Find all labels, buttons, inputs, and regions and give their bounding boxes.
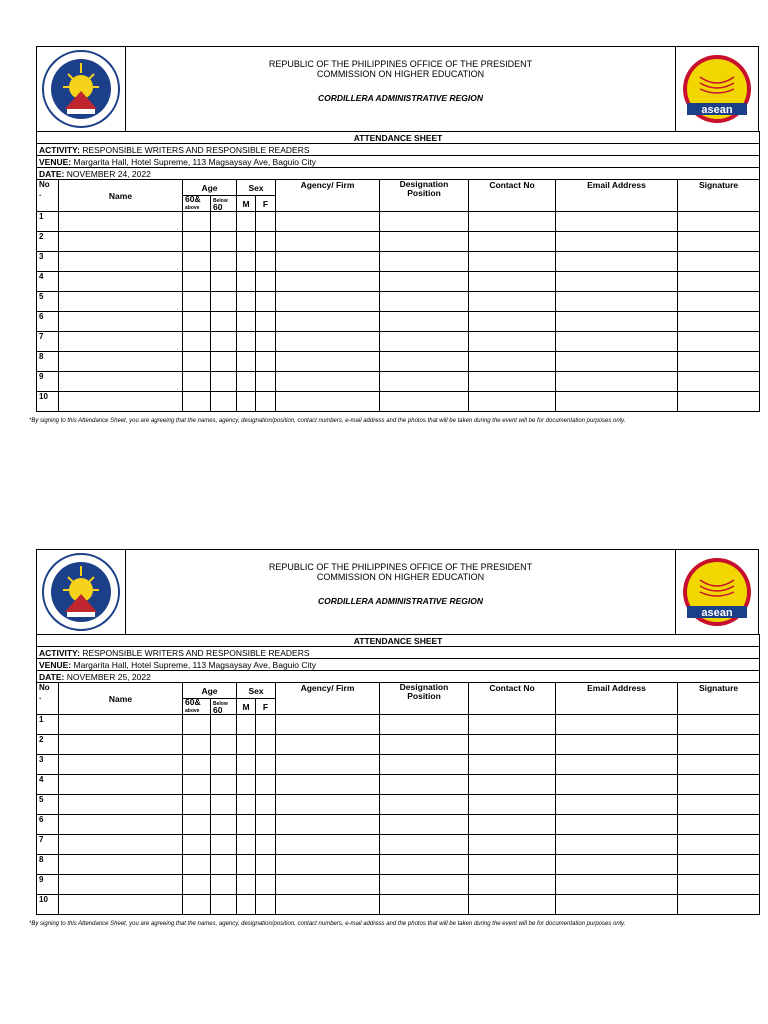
col-designation: Designation Position [380,180,469,212]
asean-logo [675,550,758,634]
footnote: *By signing to this Attendance Sheet, you are agreeing that the names, agency, designation/position, contact numbers, e-mail address and the photos that will be taken during the event will be for documentation purposes only. [29,418,626,424]
table-row: 7 [37,835,760,855]
col-no: No . [37,180,59,212]
col-age-60-above: 60& above [183,196,211,212]
col-name: Name [59,180,183,212]
attendance-sheet-1 [29,46,759,426]
col-agency: Agency/ Firm [276,683,380,715]
header-text [125,47,676,131]
col-sex: Sex [237,683,276,699]
header-region: CORDILLERA ADMINISTRATIVE REGION [318,93,483,103]
table-row: 8 [37,352,760,372]
sheet-header [36,46,759,131]
col-designation: Designation Position [380,683,469,715]
sheet-header [36,549,759,634]
attendance-rows [37,212,760,412]
table-row: 1 [37,715,760,735]
header-line-1: REPUBLIC OF THE PHILIPPINES OFFICE OF THE PRESIDENT [268,59,533,69]
col-female: F [256,699,276,715]
table-row: 3 [37,755,760,775]
footnote: *By signing to this Attendance Sheet, you are agreeing that the names, agency, designation/position, contact numbers, e-mail address and the photos that will be taken during the event will be for documentation purposes only. [29,921,626,927]
attendance-table [36,131,760,412]
table-row: 8 [37,855,760,875]
asean-logo [675,47,758,131]
date-row: DATE: NOVEMBER 24, 2022 [37,168,760,180]
ched-logo [37,550,126,634]
col-email: Email Address [556,180,678,212]
table-row: 5 [37,795,760,815]
header-region: CORDILLERA ADMINISTRATIVE REGION [318,596,483,606]
attendance-rows [37,715,760,915]
col-age-below-60: Below 60 [211,699,237,715]
ched-logo [37,47,126,131]
col-male: M [237,699,256,715]
col-contact: Contact No [469,683,556,715]
col-no: No . [37,683,59,715]
col-age-60-above: 60& above [183,699,211,715]
header-line-1: REPUBLIC OF THE PHILIPPINES OFFICE OF THE PRESIDENT [268,562,533,572]
col-name: Name [59,683,183,715]
table-row: 2 [37,232,760,252]
header-line-2: COMMISSION ON HIGHER EDUCATION [316,572,485,582]
table-row: 9 [37,372,760,392]
date-row: DATE: NOVEMBER 25, 2022 [37,671,760,683]
header-text [125,550,676,634]
table-row: 1 [37,212,760,232]
table-row: 6 [37,312,760,332]
table-row: 4 [37,775,760,795]
col-email: Email Address [556,683,678,715]
table-row: 10 [37,895,760,915]
col-female: F [256,196,276,212]
table-row: 4 [37,272,760,292]
table-row: 2 [37,735,760,755]
table-row: 5 [37,292,760,312]
col-age: Age [183,180,237,196]
attendance-table [36,634,760,915]
activity-row: ACTIVITY: RESPONSIBLE WRITERS AND RESPONSIBLE READERS [37,647,760,659]
svg-text:asean: asean [701,104,733,116]
venue-row: VENUE: Margarita Hall, Hotel Supreme, 113 Magsaysay Ave, Baguio City [37,659,760,671]
col-contact: Contact No [469,180,556,212]
venue-row: VENUE: Margarita Hall, Hotel Supreme, 113 Magsaysay Ave, Baguio City [37,156,760,168]
svg-text:asean: asean [701,607,733,619]
attendance-sheet-2 [29,549,759,929]
table-row: 9 [37,875,760,895]
table-row: 7 [37,332,760,352]
col-signature: Signature [678,683,760,715]
table-row: 3 [37,252,760,272]
col-age-below-60: Below 60 [211,196,237,212]
header-line-2: COMMISSION ON HIGHER EDUCATION [316,69,485,79]
col-sex: Sex [237,180,276,196]
table-row: 6 [37,815,760,835]
col-signature: Signature [678,180,760,212]
col-agency: Agency/ Firm [276,180,380,212]
table-row: 10 [37,392,760,412]
table-title: ATTENDANCE SHEET [37,635,760,647]
col-male: M [237,196,256,212]
activity-row: ACTIVITY: RESPONSIBLE WRITERS AND RESPONSIBLE READERS [37,144,760,156]
table-title: ATTENDANCE SHEET [37,132,760,144]
col-age: Age [183,683,237,699]
